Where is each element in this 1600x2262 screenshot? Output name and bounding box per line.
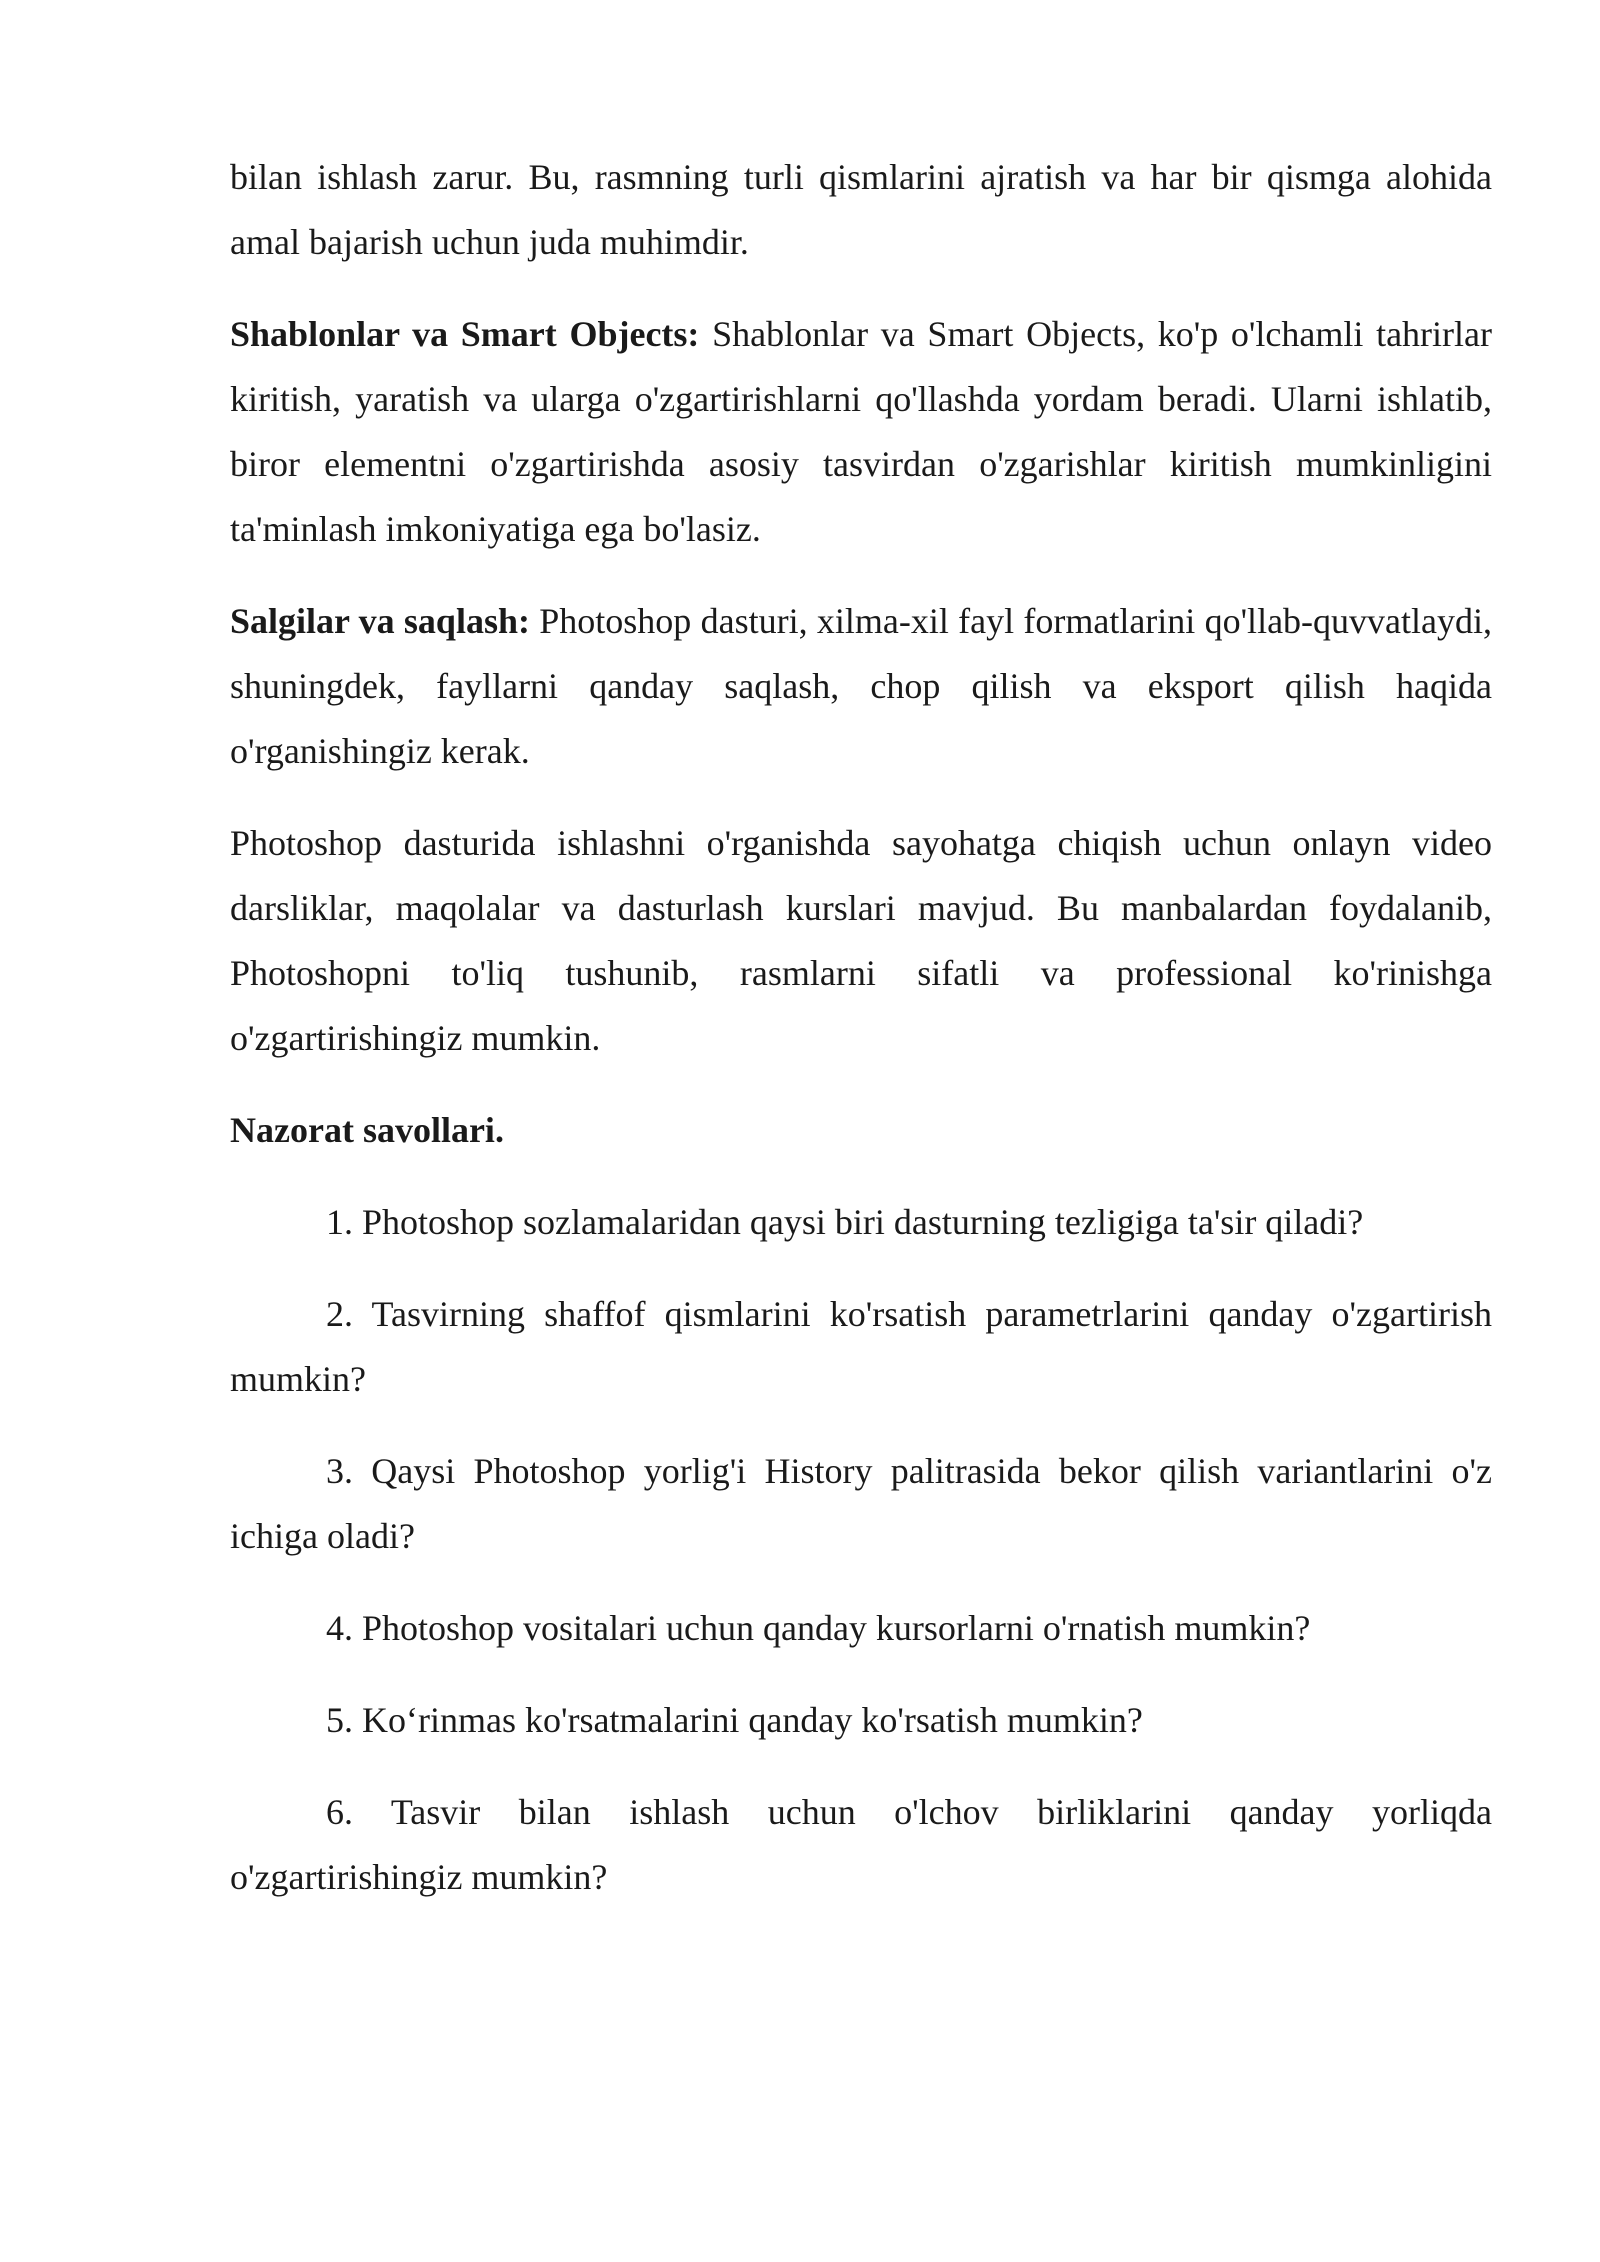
document-page	[230, 145, 1492, 1937]
question-item: 2. Tasvirning shaffof qismlarini ko'rsatish parametrlarini qanday o'zgartirish mumkin?	[230, 1294, 1492, 1399]
paragraph-text: bilan ishlash zarur. Bu, rasmning turli qismlarini ajratish va har bir qismga alohida amal bajarish uchun juda muhimdir.	[230, 157, 1492, 262]
question-item: 3. Qaysi Photoshop yorlig'i History palitrasida bekor qilish variantlarini o'z ichiga oladi?	[230, 1451, 1492, 1556]
questions-heading: Nazorat savollari.	[230, 1110, 504, 1150]
question-item: 6. Tasvir bilan ishlash uchun o'lchov birliklarini qanday yorliqda o'zgartirishingiz mumkin?	[230, 1792, 1492, 1897]
paragraph-lead: Salgilar va saqlash:	[230, 601, 530, 641]
question-item: 4. Photoshop vositalari uchun qanday kursorlarni o'rnatish mumkin?	[326, 1608, 1311, 1648]
question-item: 5. Ko‘rinmas ko'rsatmalarini qanday ko'rsatish mumkin?	[326, 1700, 1143, 1740]
paragraph-saving	[230, 589, 1492, 784]
paragraph-intro-continuation	[230, 145, 1492, 275]
paragraph-text: Shablonlar va Smart Objects, ko'p o'lchamli tahrirlar kiritish, yaratish va ularga o'zgartirishlarni qo'llashda yordam beradi. Ularni ishlatib, biror elementni o'zgartirishda asosiy tasvirdan o'zgarishlar kiritish mumkinligini ta'minlash imkoniyatiga ega bo'lasiz.	[230, 314, 1492, 549]
paragraph-learning-resources	[230, 811, 1492, 1071]
paragraph-lead: Shablonlar va Smart Objects:	[230, 314, 700, 354]
question-item: 1. Photoshop sozlamalaridan qaysi biri dasturning tezligiga ta'sir qiladi?	[326, 1202, 1364, 1242]
paragraph-text: Photoshop dasturi, xilma-xil fayl formatlarini qo'llab-quvvatlaydi, shuningdek, fayllarni qanday saqlash, chop qilish va eksport qilish haqida o'rganishingiz kerak.	[230, 601, 1492, 771]
paragraph-text: Photoshop dasturida ishlashni o'rganishda sayohatga chiqish uchun onlayn video darsliklar, maqolalar va dasturlash kurslari mavjud. Bu manbalardan foydalanib, Photoshopni to'liq tushunib, rasmlarni sifatli va professional ko'rinishga o'zgartirishingiz mumkin.	[230, 823, 1492, 1058]
paragraph-templates-smart-objects	[230, 302, 1492, 562]
